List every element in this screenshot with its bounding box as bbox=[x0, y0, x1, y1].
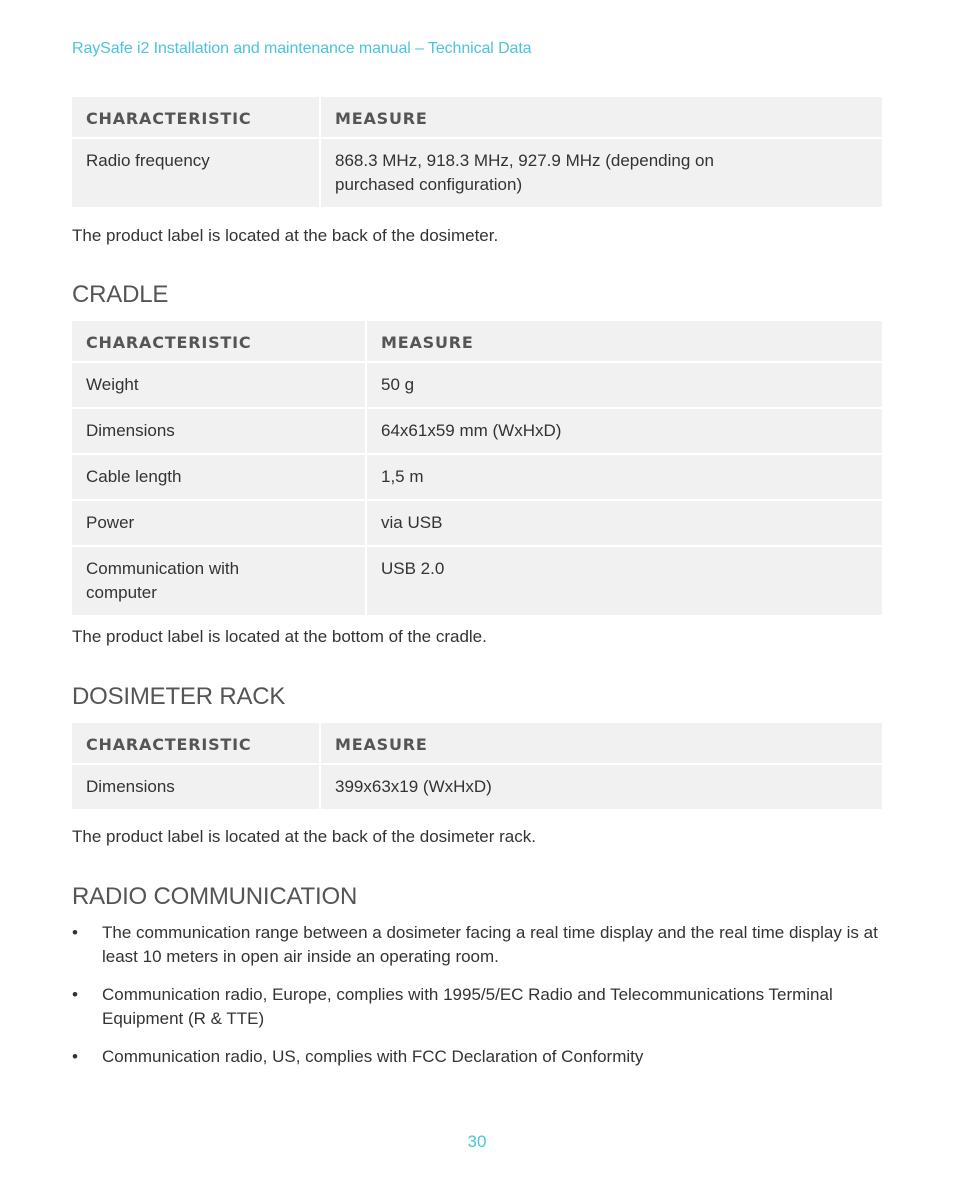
characteristic-cell: Radio frequency bbox=[72, 139, 321, 209]
measure-cell: 868.3 MHz, 918.3 MHz, 927.9 MHz (depending on purchased configuration) bbox=[321, 139, 882, 209]
table-header-row bbox=[72, 97, 882, 139]
table-row bbox=[72, 409, 882, 455]
bullet-icon: • bbox=[72, 985, 78, 1004]
section-heading-radio-communication: RADIO COMMUNICATION bbox=[72, 883, 358, 910]
column-header-measure: MEASURE bbox=[367, 321, 882, 363]
cradle-spec-table bbox=[72, 321, 882, 617]
table-row bbox=[72, 547, 882, 617]
table-row bbox=[72, 455, 882, 501]
running-header: RaySafe i2 Installation and maintenance manual – Technical Data bbox=[72, 40, 532, 57]
measure-cell: via USB bbox=[367, 501, 882, 547]
measure-cell: 50 g bbox=[367, 363, 882, 409]
characteristic-cell: Communication with computer bbox=[72, 547, 367, 617]
measure-cell: 1,5 m bbox=[367, 455, 882, 501]
radio-communication-list bbox=[72, 921, 884, 1083]
measure-cell: 399x63x19 (WxHxD) bbox=[321, 765, 882, 811]
dosimeter-spec-table bbox=[72, 97, 882, 209]
section-heading-dosimeter-rack: DOSIMETER RACK bbox=[72, 683, 286, 710]
rack-spec-table bbox=[72, 723, 882, 811]
table-row bbox=[72, 765, 882, 811]
section-heading-cradle: CRADLE bbox=[72, 281, 169, 308]
list-item-text: The communication range between a dosimeter facing a real time display and the real time display is at least 10 meters in open air inside an operating room. bbox=[102, 923, 878, 966]
table-row bbox=[72, 501, 882, 547]
table-header-row bbox=[72, 723, 882, 765]
characteristic-cell: Weight bbox=[72, 363, 367, 409]
column-header-characteristic: CHARACTERISTIC bbox=[72, 321, 367, 363]
characteristic-cell: Dimensions bbox=[72, 409, 367, 455]
measure-cell: 64x61x59 mm (WxHxD) bbox=[367, 409, 882, 455]
column-header-measure: MEASURE bbox=[321, 723, 882, 765]
characteristic-cell: Dimensions bbox=[72, 765, 321, 811]
bullet-icon: • bbox=[72, 1047, 78, 1066]
table-header-row bbox=[72, 321, 882, 363]
table-row bbox=[72, 139, 882, 209]
list-item bbox=[72, 983, 884, 1031]
table-row bbox=[72, 363, 882, 409]
dosimeter-label-note: The product label is located at the back of the dosimeter. bbox=[72, 226, 499, 245]
list-item bbox=[72, 1045, 884, 1069]
measure-cell: USB 2.0 bbox=[367, 547, 882, 617]
list-item bbox=[72, 921, 884, 969]
bullet-icon: • bbox=[72, 923, 78, 942]
column-header-characteristic: CHARACTERISTIC bbox=[72, 97, 321, 139]
cradle-label-note: The product label is located at the bottom of the cradle. bbox=[72, 627, 487, 646]
characteristic-cell: Power bbox=[72, 501, 367, 547]
rack-label-note: The product label is located at the back of the dosimeter rack. bbox=[72, 827, 536, 846]
column-header-measure: MEASURE bbox=[321, 97, 882, 139]
column-header-characteristic: CHARACTERISTIC bbox=[72, 723, 321, 765]
list-item-text: Communication radio, US, complies with FCC Declaration of Conformity bbox=[102, 1047, 644, 1066]
list-item-text: Communication radio, Europe, complies with 1995/5/EC Radio and Telecommunications Terminal Equipment (R & TTE) bbox=[102, 985, 833, 1028]
page-number: 30 bbox=[467, 1132, 487, 1151]
characteristic-cell: Cable length bbox=[72, 455, 367, 501]
